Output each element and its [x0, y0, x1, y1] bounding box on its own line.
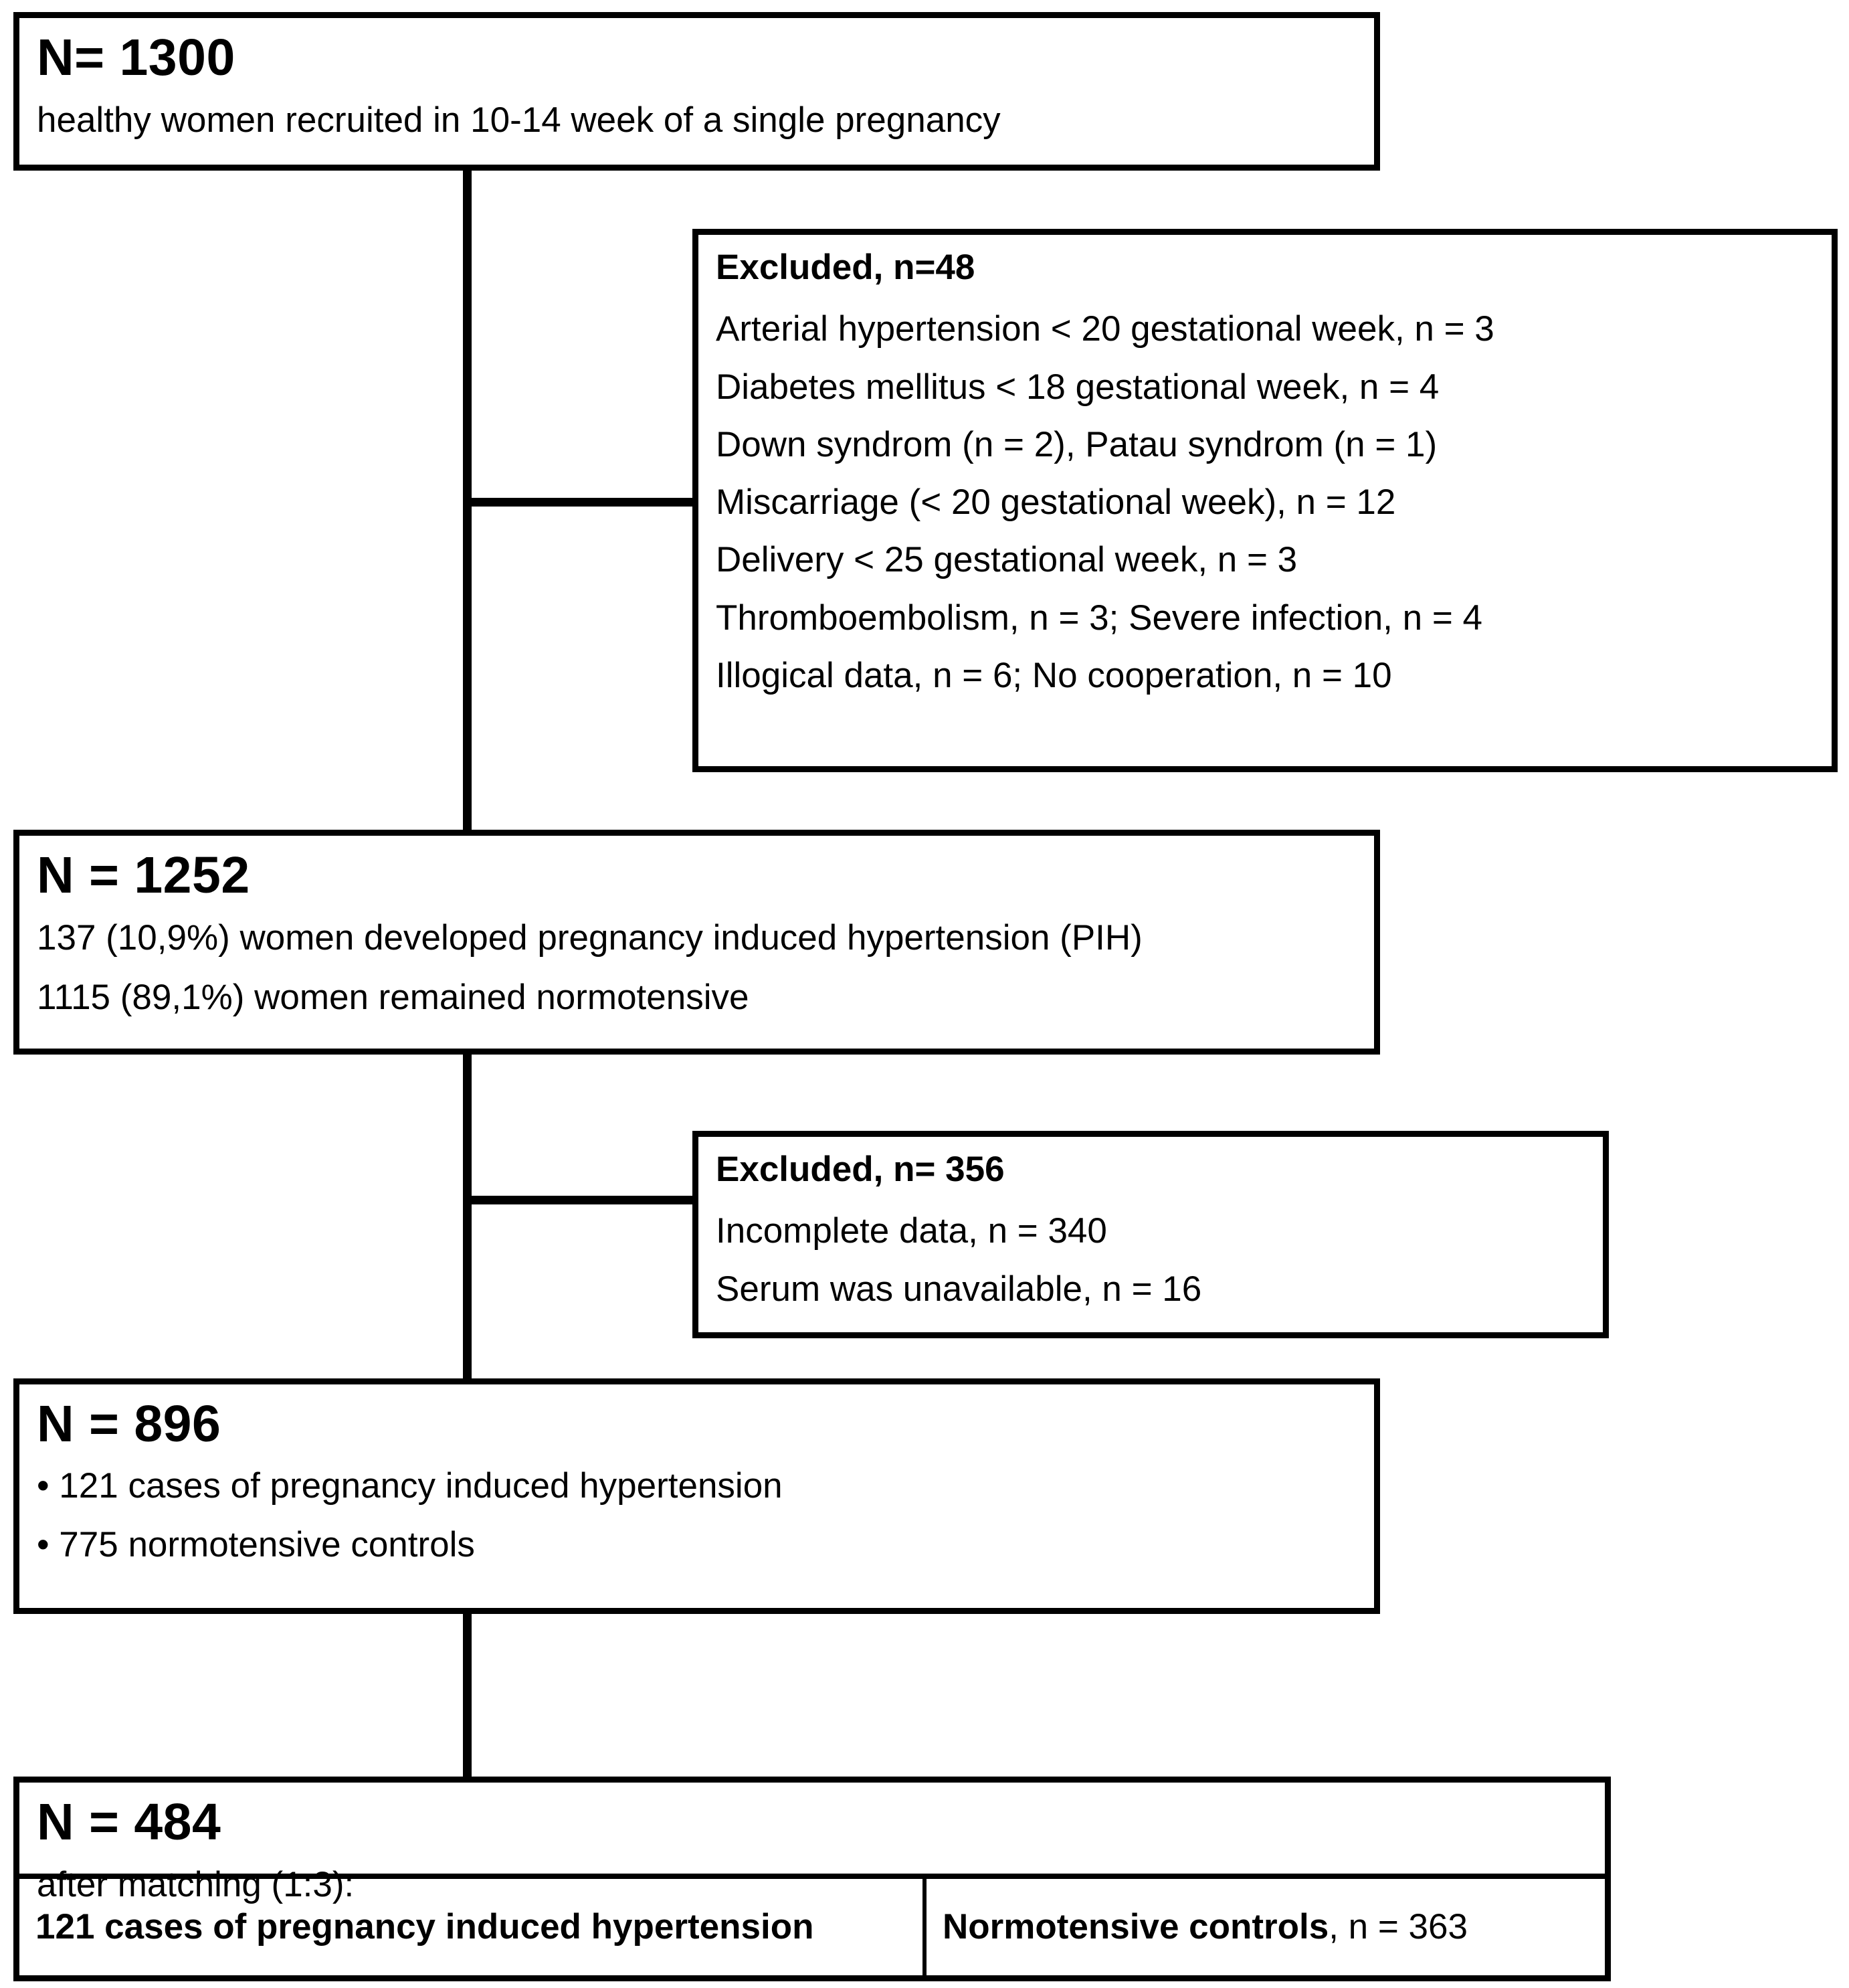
exclusion-reason-item: Incomplete data, n = 340 [716, 1211, 1107, 1251]
node-analysed [13, 1378, 1380, 1614]
analysed-bullet-item [37, 1526, 1357, 1564]
node-excluded-2-title: Excluded, n= 356 [716, 1150, 1005, 1189]
node-eligible-line-1: 1115 (89,1%) women remained normotensive [37, 977, 749, 1017]
connector-trunk-1 [463, 167, 472, 864]
node-eligible-body [19, 836, 1374, 1032]
matched-group-row [19, 1874, 1605, 1975]
matched-controls-count: , n = 363 [1329, 1907, 1468, 1947]
node-recruited-body [19, 18, 1374, 155]
node-excluded-2 [692, 1131, 1609, 1338]
node-excluded-1-title: Excluded, n=48 [716, 248, 975, 287]
exclusion-reason-item: Illogical data, n = 6; No cooperation, n = 10 [716, 656, 1392, 696]
connector-trunk-2 [463, 1051, 472, 1385]
node-analysed-header: N = 896 [37, 1395, 221, 1453]
exclusion-reason-item: Delivery < 25 gestational week, n = 3 [716, 540, 1298, 580]
connector-branch-excluded-2 [463, 1196, 704, 1204]
node-eligible-header: N = 1252 [37, 846, 250, 904]
node-recruited [13, 12, 1380, 171]
node-eligible-line-0: 137 (10,9%) women developed pregnancy induced hypertension (PIH) [37, 917, 1143, 958]
node-recruited-line-0: healthy women recruited in 10-14 week of a single pregnancy [37, 100, 1001, 140]
matched-cases-cell [19, 1879, 927, 1975]
exclusion-reason-item: Arterial hypertension < 20 gestational week, n = 3 [716, 309, 1494, 349]
node-recruited-header: N= 1300 [37, 29, 235, 86]
exclusion-reason-item: Thromboembolism, n = 3; Severe infection, n = 4 [716, 598, 1482, 638]
node-eligible [13, 830, 1380, 1055]
node-excluded-1-body [698, 235, 1832, 710]
analysed-bullet-label: 775 normotensive controls [59, 1524, 475, 1564]
exclusion-reason-item: Diabetes mellitus < 18 gestational week, n = 4 [716, 367, 1440, 407]
exclusion-reason-item: Miscarriage (< 20 gestational week), n = 12 [716, 482, 1396, 523]
connector-branch-excluded-1 [463, 498, 704, 507]
connector-trunk-3 [463, 1613, 472, 1780]
node-matched-header: N = 484 [37, 1793, 221, 1851]
exclusion-reason-item: Down syndrom (n = 2), Patau syndrom (n = 1) [716, 424, 1438, 464]
analysed-bullet-item [37, 1467, 1357, 1506]
node-excluded-2-body [698, 1137, 1603, 1324]
bullet-point-icon: • [37, 1465, 50, 1506]
matched-controls-label: Normotensive controls [943, 1907, 1329, 1947]
node-excluded-1 [692, 229, 1838, 772]
matched-controls-cell [927, 1879, 1605, 1975]
node-matched [13, 1777, 1611, 1981]
exclusion-reason-item: Serum was unavailable, n = 16 [716, 1269, 1202, 1309]
analysed-bullet-label: 121 cases of pregnancy induced hypertension [59, 1465, 783, 1506]
bullet-point-icon: • [37, 1524, 50, 1564]
node-matched-line-0: after matching (1:3): [37, 1864, 355, 1904]
node-analysed-body [19, 1384, 1374, 1579]
matched-cases-label: 121 cases of pregnancy induced hypertension [35, 1907, 814, 1947]
